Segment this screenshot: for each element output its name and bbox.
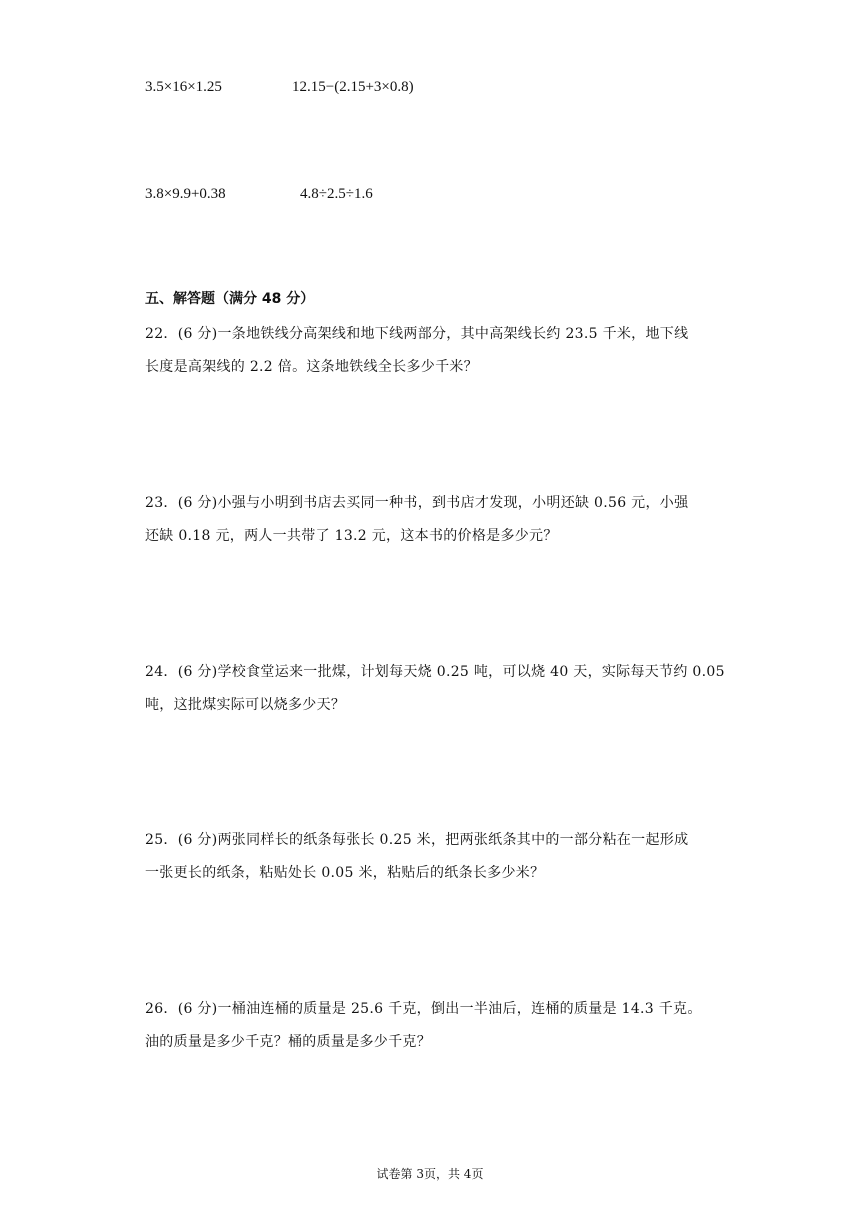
question-22-line-1: 22．(6 分)一条地铁线分高架线和地下线两部分，其中高架线长约 23.5 千米，地下线 [145,326,689,342]
page-footer: 试卷第 3页，共 4页 [376,1167,484,1181]
calc-expression-3: 3.8×9.9+0.38 [145,186,226,202]
section-title: 五、解答题（满分 48 分） [145,291,315,307]
calc-expression-4: 4.8÷2.5÷1.6 [300,186,373,202]
question-24-line-1: 24．(6 分)学校食堂运来一批煤，计划每天烧 0.25 吨，可以烧 40 天，实际每天节约 0.05 [145,664,725,680]
question-26-line-2: 油的质量是多少千克？桶的质量是多少千克？ [145,1034,431,1050]
calc-expression-2: 12.15−(2.15+3×0.8) [292,79,414,95]
question-24-line-2: 吨，这批煤实际可以烧多少天？ [145,697,346,713]
calc-expression-1: 3.5×16×1.25 [145,79,222,95]
question-22-line-2: 长度是高架线的 2.2 倍。这条地铁线全长多少千米？ [145,359,478,375]
question-25-line-1: 25．(6 分)两张同样长的纸条每张长 0.25 米，把两张纸条其中的一部分粘在一起形成 [145,832,689,848]
question-23-line-1: 23．(6 分)小强与小明到书店去买同一种书，到书店才发现，小明还缺 0.56 元，小强 [145,495,689,511]
question-25-line-2: 一张更长的纸条，粘贴处长 0.05 米，粘贴后的纸条长多少米？ [145,865,545,881]
question-26-line-1: 26．(6 分)一桶油连桶的质量是 25.6 千克，倒出一半油后，连桶的质量是 14.3 千克。 [145,1001,702,1017]
question-23-line-2: 还缺 0.18 元，两人一共带了 13.2 元，这本书的价格是多少元？ [145,528,558,544]
